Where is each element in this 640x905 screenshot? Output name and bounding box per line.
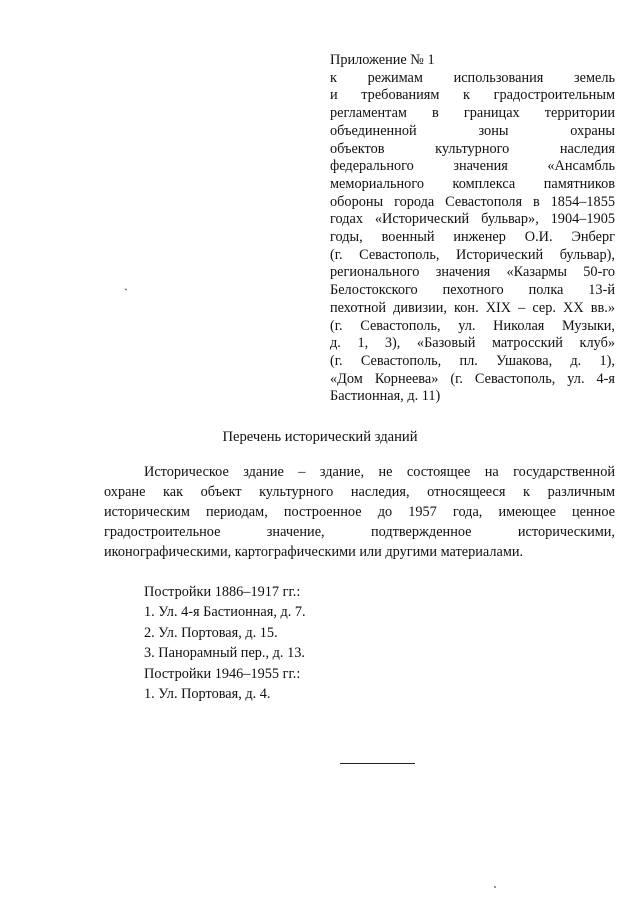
appendix-line: д. 1, 3), «Базовый матросский клуб» xyxy=(330,335,615,352)
appendix-line: годах «Исторический бульвар», 1904–1905 xyxy=(330,211,615,228)
buildings-list xyxy=(144,582,306,704)
appendix-line: годы, военный инженер О.И. Энберг xyxy=(330,229,615,246)
appendix-line: (г. Севастополь, пл. Ушакова, д. 1), xyxy=(330,352,615,369)
appendix-line: Белостокского пехотного полка 13-й xyxy=(330,282,615,299)
definition-paragraph xyxy=(104,462,615,562)
list-item: 1. Ул. 4-я Бастионная, д. 7. xyxy=(144,604,306,621)
definition-line: Историческое здание – здание, не состоящее на государственной xyxy=(144,464,615,480)
appendix-line: обороны города Севастополя в 1854–1855 xyxy=(330,193,615,210)
appendix-line: объединенной зоны охраны xyxy=(330,122,615,139)
separator-line xyxy=(340,763,415,764)
appendix-line: и требованиям к градостроительным xyxy=(330,87,615,104)
list-item: 1. Ул. Портовая, д. 4. xyxy=(144,686,271,703)
appendix-line: федерального значения «Ансамбль xyxy=(330,158,615,175)
appendix-line: Бастионная, д. 11) xyxy=(330,388,441,405)
appendix-line: регионального значения «Казармы 50-го xyxy=(330,264,615,281)
definition-line: градостроительное значение, подтвержденное историческими, xyxy=(104,524,615,540)
appendix-line: объектов культурного наследия xyxy=(330,140,615,157)
appendix-line: к режимам использования земель xyxy=(330,69,615,86)
appendix-block xyxy=(330,52,615,406)
stray-dot xyxy=(494,886,496,888)
appendix-line: (г. Севастополь, ул. Николая Музыки, xyxy=(330,317,615,334)
appendix-line: регламентам в границах территории xyxy=(330,105,615,122)
list-group-title: Постройки 1946–1955 гг.: xyxy=(144,665,301,682)
appendix-line: «Дом Корнеева» (г. Севастополь, ул. 4-я xyxy=(330,370,615,387)
stray-mark: ` xyxy=(124,286,128,300)
appendix-line: (г. Севастополь, Исторический бульвар), xyxy=(330,246,615,263)
list-group-title: Постройки 1886–1917 гг.: xyxy=(144,584,301,600)
list-item: 2. Ул. Портовая, д. 15. xyxy=(144,624,278,641)
definition-line: историческим периодам, построенное до 1957 года, имеющее ценное xyxy=(104,504,615,520)
section-heading: Перечень исторический зданий xyxy=(222,429,418,445)
definition-line: иконографическими, картографическими или другими материалами. xyxy=(104,544,524,560)
appendix-line: пехотной дивизии, кон. XIX – сер. XX вв.» xyxy=(330,299,615,316)
appendix-line: мемориального комплекса памятников xyxy=(330,175,615,192)
definition-line: охране как объект культурного наследия, относящееся к различным xyxy=(104,484,615,500)
appendix-title: Приложение № 1 xyxy=(330,52,435,68)
list-item: 3. Панорамный пер., д. 13. xyxy=(144,645,305,662)
